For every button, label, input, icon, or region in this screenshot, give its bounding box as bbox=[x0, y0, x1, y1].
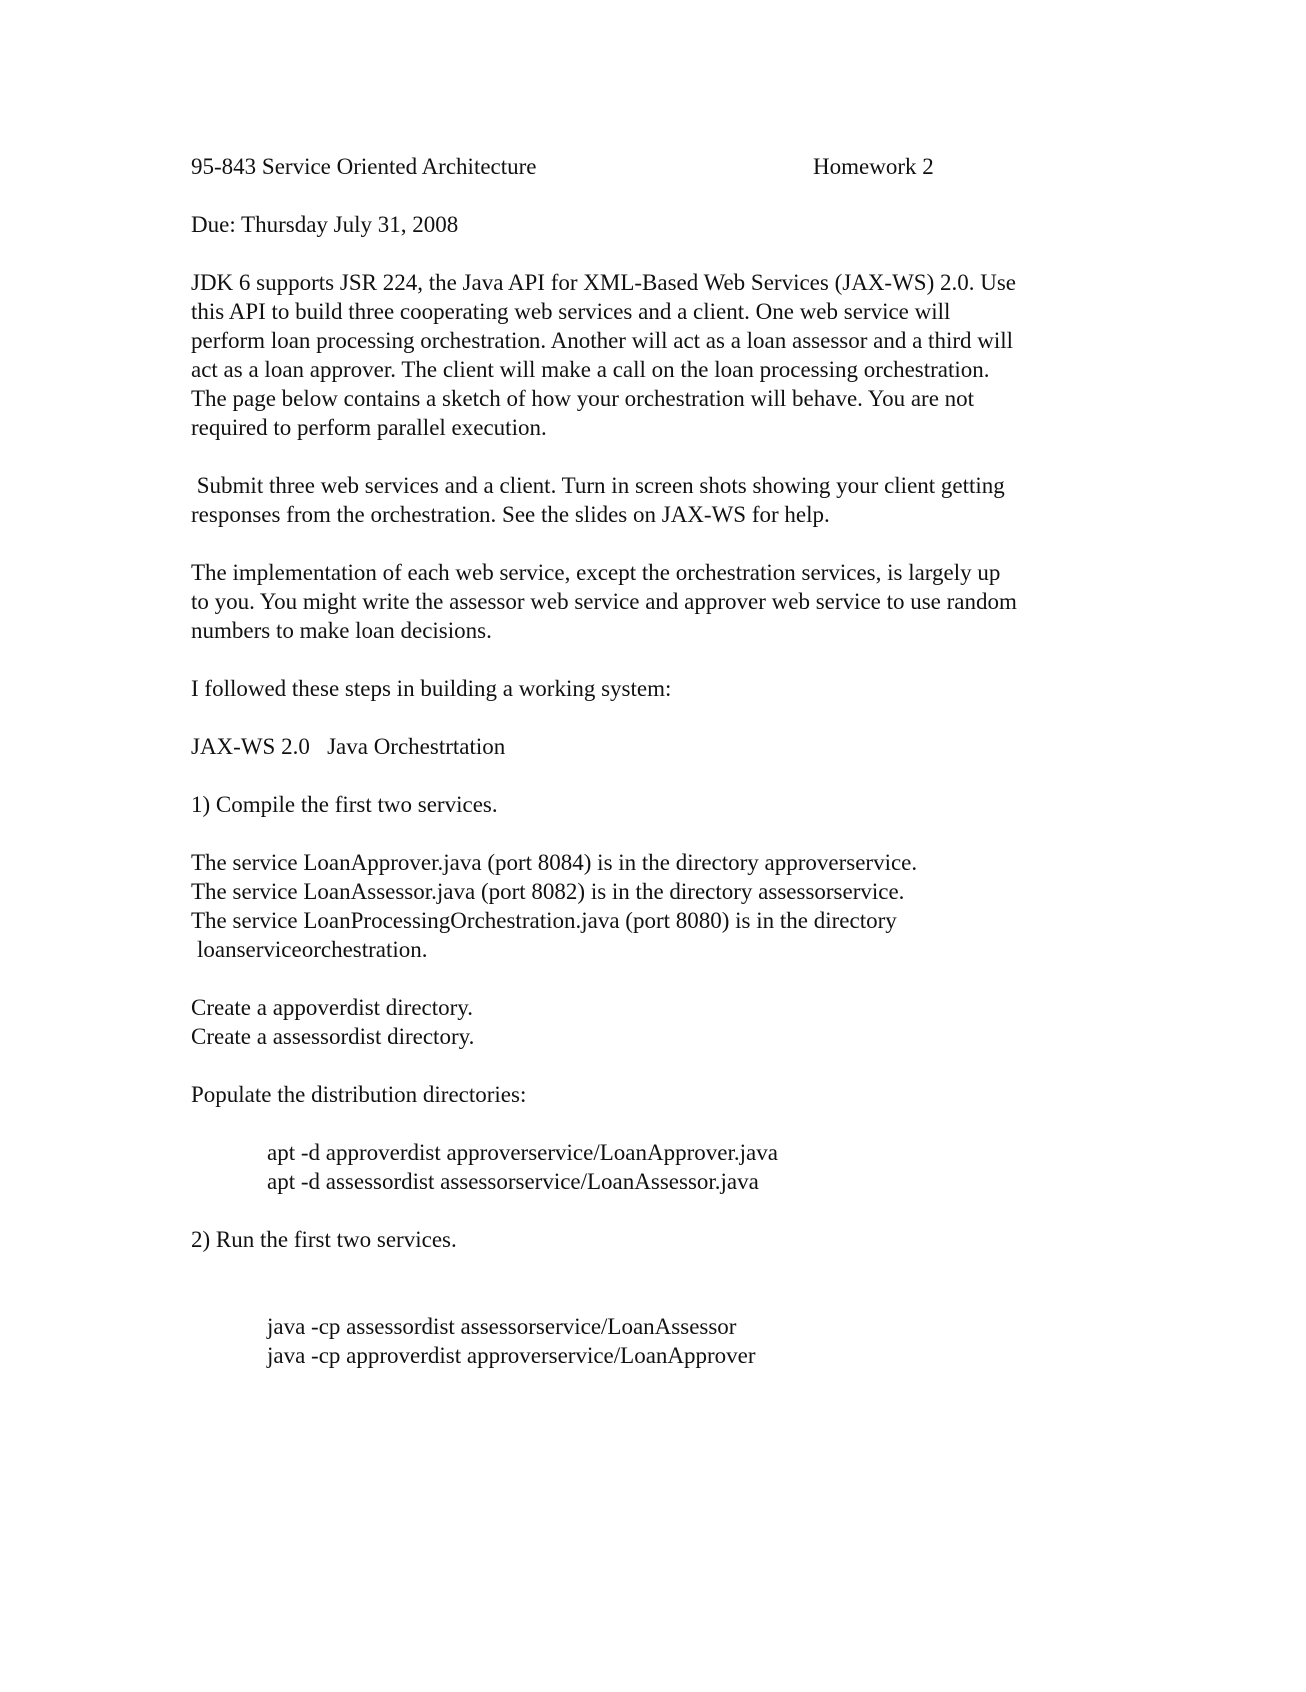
apt-command: apt -d approverdist approverservice/LoanApprover.java bbox=[267, 1140, 778, 1165]
course-title: 95-843 Service Oriented Architecture bbox=[191, 154, 537, 179]
java-commands bbox=[191, 1312, 1131, 1370]
java-command: java -cp assessordist assessorservice/LoanAssessor bbox=[267, 1314, 737, 1339]
populate-heading: Populate the distribution directories: bbox=[191, 1082, 527, 1107]
service-line-continuation: loanserviceorchestration. bbox=[197, 937, 428, 962]
service-line: The service LoanApprover.java (port 8084) is in the directory approverservice. bbox=[191, 850, 918, 875]
submit-line: responses from the orchestration. See the slides on JAX-WS for help. bbox=[191, 502, 830, 527]
intro-line: act as a loan approver. The client will make a call on the loan processing orchestration. bbox=[191, 357, 990, 382]
document-content bbox=[191, 152, 1131, 1399]
intro-paragraph bbox=[191, 268, 1131, 442]
service-locations bbox=[191, 848, 1131, 964]
homework-label: Homework 2 bbox=[813, 154, 934, 179]
implementation-line: numbers to make loan decisions. bbox=[191, 618, 492, 643]
service-line: The service LoanProcessingOrchestration.java (port 8080) is in the directory bbox=[191, 908, 897, 933]
document-header bbox=[191, 152, 1131, 181]
create-directories bbox=[191, 993, 1131, 1051]
implementation-paragraph bbox=[191, 558, 1131, 645]
implementation-line: The implementation of each web service, except the orchestration services, is largely up bbox=[191, 560, 1001, 585]
create-line: Create a assessordist directory. bbox=[191, 1024, 475, 1049]
steps-intro: I followed these steps in building a working system: bbox=[191, 676, 672, 701]
step-1-heading: 1) Compile the first two services. bbox=[191, 792, 498, 817]
intro-line: perform loan processing orchestration. Another will act as a loan assessor and a third will bbox=[191, 328, 1014, 353]
submit-line: Submit three web services and a client. Turn in screen shots showing your client getting bbox=[191, 473, 1005, 498]
submit-paragraph bbox=[191, 471, 1131, 529]
apt-command: apt -d assessordist assessorservice/LoanAssessor.java bbox=[267, 1169, 759, 1194]
step-2-heading: 2) Run the first two services. bbox=[191, 1227, 457, 1252]
intro-line: required to perform parallel execution. bbox=[191, 415, 547, 440]
create-line: Create a appoverdist directory. bbox=[191, 995, 474, 1020]
java-command: java -cp approverdist approverservice/LoanApprover bbox=[267, 1343, 756, 1368]
apt-commands bbox=[191, 1138, 1131, 1196]
service-line: The service LoanAssessor.java (port 8082) is in the directory assessorservice. bbox=[191, 879, 905, 904]
section-title: JAX-WS 2.0 Java Orchestrtation bbox=[191, 734, 506, 759]
intro-line: this API to build three cooperating web services and a client. One web service will bbox=[191, 299, 951, 324]
intro-line: JDK 6 supports JSR 224, the Java API for XML-Based Web Services (JAX-WS) 2.0. Use bbox=[191, 270, 1017, 295]
intro-line: The page below contains a sketch of how your orchestration will behave. You are not bbox=[191, 386, 975, 411]
implementation-line: to you. You might write the assessor web service and approver web service to use random bbox=[191, 589, 1017, 614]
due-date: Due: Thursday July 31, 2008 bbox=[191, 212, 459, 237]
